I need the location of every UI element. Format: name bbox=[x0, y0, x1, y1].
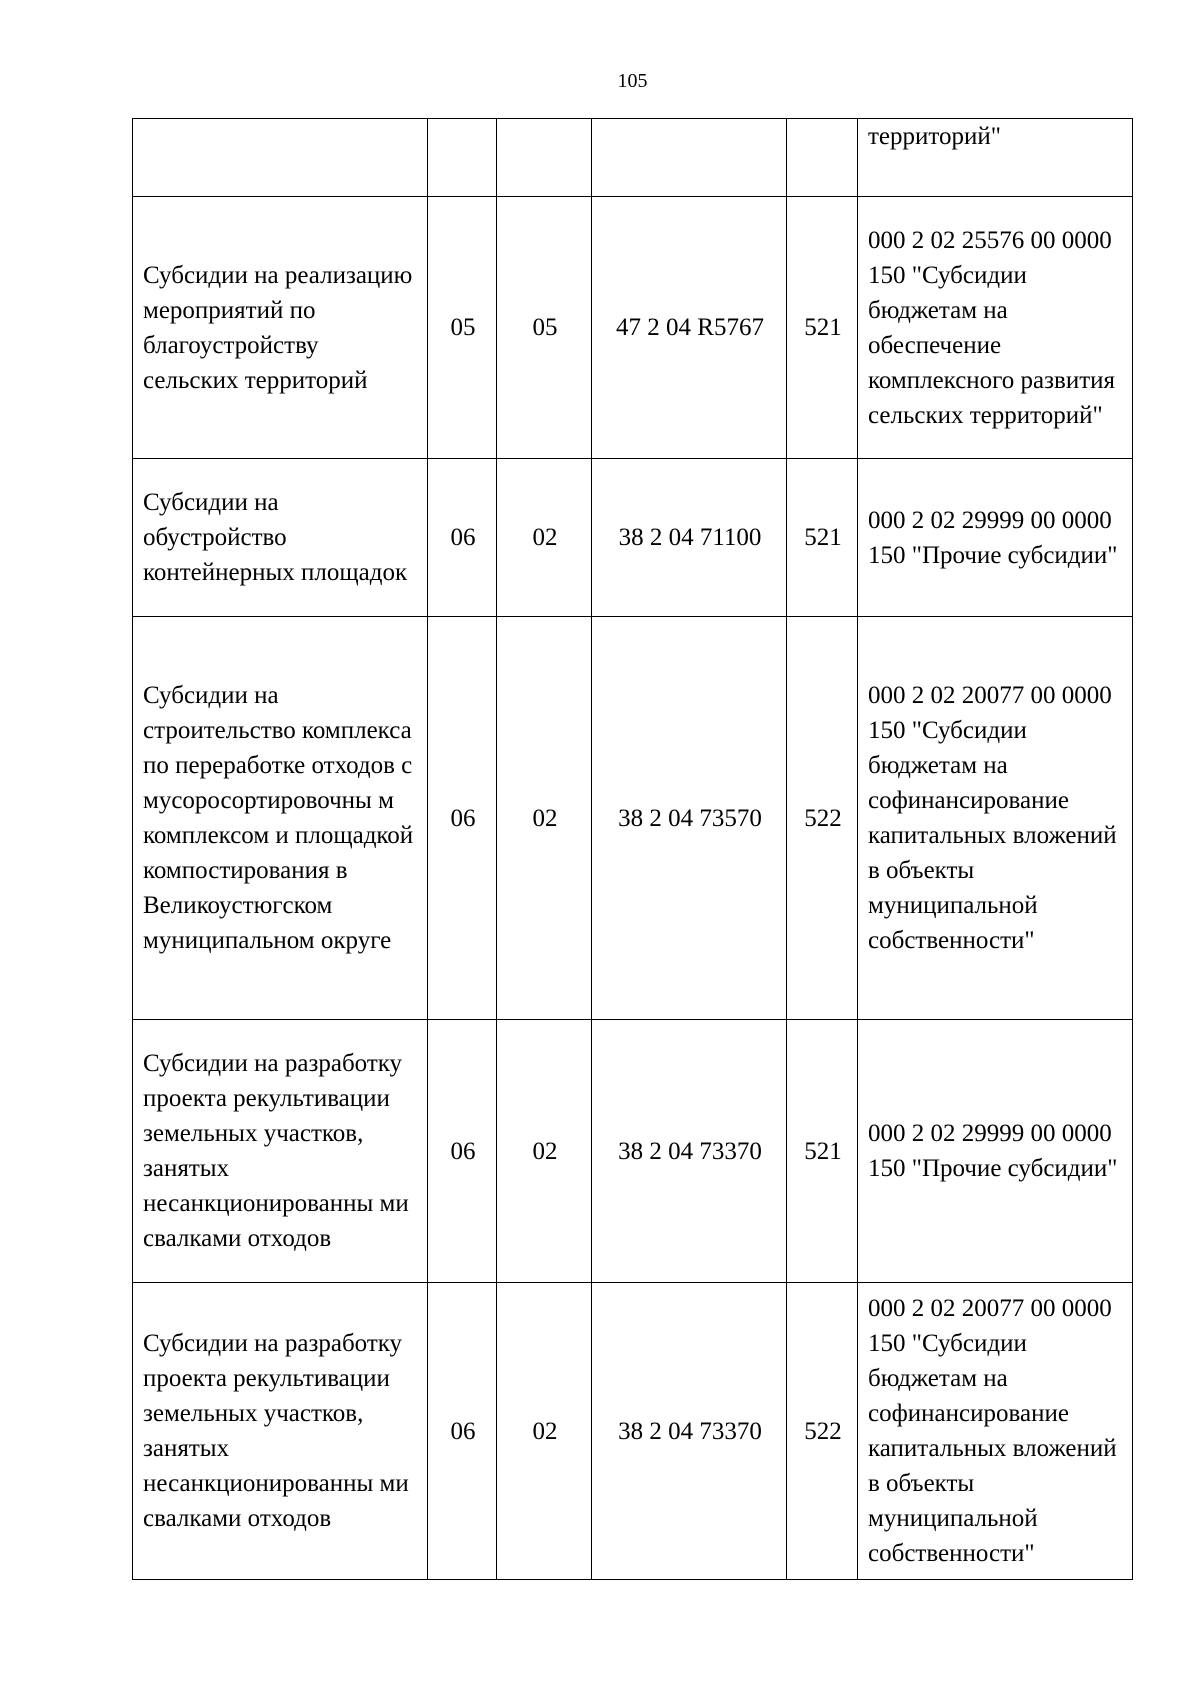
expense-type-cell: 521 bbox=[787, 197, 858, 459]
section-cell: 05 bbox=[428, 197, 497, 459]
item-name-cell: Субсидии на обустройство контейнерных площадок bbox=[133, 459, 428, 617]
item-name-cell: Субсидии на разработку проекта рекультивации земельных участков, занятых несанкционированны ми свалками отходов bbox=[133, 1283, 428, 1580]
revenue-code-cell: территорий" bbox=[858, 119, 1133, 197]
table-row bbox=[133, 119, 1133, 197]
revenue-code-cell: 000 2 02 29999 00 0000 150 "Прочие субсидии" bbox=[858, 1020, 1133, 1283]
table-row bbox=[133, 1020, 1133, 1283]
revenue-code-cell: 000 2 02 25576 00 0000 150 "Субсидии бюджетам на обеспечение комплексного развития сельских территорий" bbox=[858, 197, 1133, 459]
section-cell: 06 bbox=[428, 1020, 497, 1283]
expense-type-cell bbox=[787, 119, 858, 197]
expense-type-cell: 522 bbox=[787, 1283, 858, 1580]
expense-type-cell: 521 bbox=[787, 1020, 858, 1283]
item-name-cell bbox=[133, 119, 428, 197]
table-body bbox=[133, 119, 1133, 1580]
expense-type-cell: 522 bbox=[787, 617, 858, 1020]
target-code-cell: 38 2 04 73570 bbox=[592, 617, 787, 1020]
section-cell: 06 bbox=[428, 617, 497, 1020]
subsection-cell: 02 bbox=[497, 1020, 592, 1283]
target-code-cell: 47 2 04 R5767 bbox=[592, 197, 787, 459]
table-row bbox=[133, 197, 1133, 459]
table-row bbox=[133, 1283, 1133, 1580]
revenue-code-cell: 000 2 02 20077 00 0000 150 "Субсидии бюджетам на софинансирование капитальных вложений в объекты муниципальной собственности" bbox=[858, 617, 1133, 1020]
section-cell: 06 bbox=[428, 459, 497, 617]
section-cell bbox=[428, 119, 497, 197]
revenue-code-cell: 000 2 02 29999 00 0000 150 "Прочие субсидии" bbox=[858, 459, 1133, 617]
item-name-cell: Субсидии на реализацию мероприятий по благоустройству сельских территорий bbox=[133, 197, 428, 459]
item-name-cell: Субсидии на разработку проекта рекультивации земельных участков, занятых несанкционированны ми свалками отходов bbox=[133, 1020, 428, 1283]
subsection-cell: 02 bbox=[497, 617, 592, 1020]
subsection-cell bbox=[497, 119, 592, 197]
target-code-cell bbox=[592, 119, 787, 197]
revenue-code-cell: 000 2 02 20077 00 0000 150 "Субсидии бюджетам на софинансирование капитальных вложений в объекты муниципальной собственности" bbox=[858, 1283, 1133, 1580]
target-code-cell: 38 2 04 73370 bbox=[592, 1020, 787, 1283]
item-name-cell: Субсидии на строительство комплекса по переработке отходов с мусоросортировочны м комплексом и площадкой компостирования в Великоустюгском муниципальном округе bbox=[133, 617, 428, 1020]
page-number: 105 bbox=[617, 70, 648, 92]
table-row bbox=[133, 617, 1133, 1020]
subsection-cell: 02 bbox=[497, 1283, 592, 1580]
table-row bbox=[133, 459, 1133, 617]
subsidy-table bbox=[132, 118, 1133, 1580]
expense-type-cell: 521 bbox=[787, 459, 858, 617]
subsection-cell: 05 bbox=[497, 197, 592, 459]
target-code-cell: 38 2 04 73370 bbox=[592, 1283, 787, 1580]
subsection-cell: 02 bbox=[497, 459, 592, 617]
section-cell: 06 bbox=[428, 1283, 497, 1580]
target-code-cell: 38 2 04 71100 bbox=[592, 459, 787, 617]
